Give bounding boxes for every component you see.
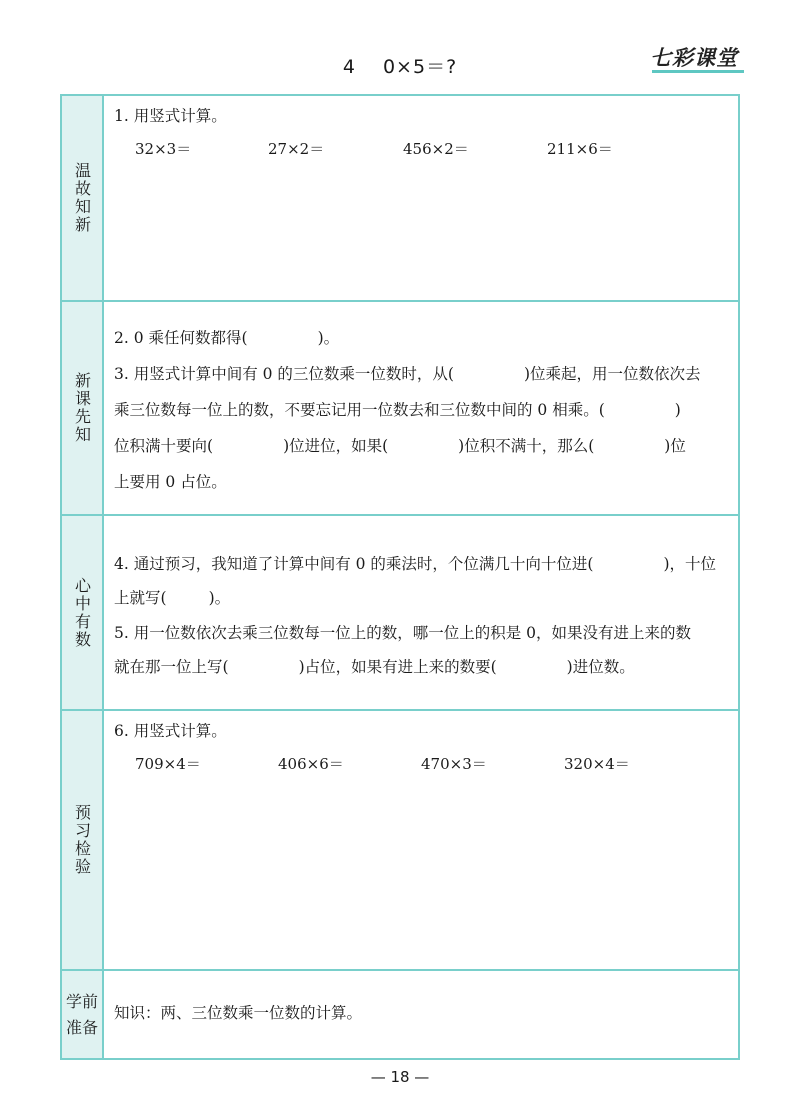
calc-item: 320×4＝ xyxy=(564,755,630,773)
section-label-cell xyxy=(62,96,104,300)
question-3-line-3: 位积满十要向( )位进位，如果( )位积不满十，那么( )位 xyxy=(114,437,686,455)
calc-item: 32×3＝ xyxy=(135,140,192,158)
section-label: 新课先知 xyxy=(72,372,92,444)
page-title: 4 0×5＝? xyxy=(342,56,458,78)
section-review xyxy=(62,96,738,302)
question-1: 1. 用竖式计算。 xyxy=(114,107,227,125)
page-number: — 18 — xyxy=(370,1068,430,1086)
brand-logo xyxy=(650,42,746,74)
calc-item: 406×6＝ xyxy=(278,755,344,773)
calc-item: 211×6＝ xyxy=(547,140,613,158)
section-preparation xyxy=(62,971,738,1058)
question-5-line-2: 就在那一位上写( )占位，如果有进上来的数要( )进位数。 xyxy=(114,658,635,676)
question-5-line-1: 5. 用一位数依次去乘三位数每一位上的数，哪一位上的积是 0，如果没有进上来的数 xyxy=(114,624,692,642)
question-3-line-1: 3. 用竖式计算中间有 0 的三位数乘一位数时，从( )位乘起，用一位数依次去 xyxy=(114,365,701,383)
section-label-cell xyxy=(62,302,104,514)
section-label: 心中有数 xyxy=(72,576,92,649)
section-label: 学前 准备 xyxy=(65,991,98,1037)
question-2: 2. 0 乘任何数都得( )。 xyxy=(114,329,340,347)
section-label-cell xyxy=(62,516,104,709)
section-content xyxy=(114,516,730,709)
section-preview xyxy=(62,302,738,516)
calc-item: 27×2＝ xyxy=(268,140,325,158)
section-content xyxy=(114,711,730,969)
brand-logo-text: 七彩课堂 xyxy=(650,46,738,70)
section-content xyxy=(114,971,730,1058)
question-4-line-2: 上就写( )。 xyxy=(114,589,231,607)
section-understanding xyxy=(62,516,738,711)
calc-item: 456×2＝ xyxy=(403,140,469,158)
section-label-cell xyxy=(62,971,104,1058)
question-3-line-4: 上要用 0 占位。 xyxy=(114,473,227,491)
calc-item: 470×3＝ xyxy=(421,755,487,773)
section-label: 预习检验 xyxy=(72,804,92,876)
section-content xyxy=(114,96,730,300)
worksheet-frame xyxy=(60,94,740,1060)
calc-item: 709×4＝ xyxy=(135,755,201,773)
brand-logo-underline xyxy=(652,70,744,73)
question-6: 6. 用竖式计算。 xyxy=(114,722,227,740)
question-3-line-2: 乘三位数每一位上的数，不要忘记用一位数去和三位数中间的 0 相乘。( ) xyxy=(114,401,681,419)
prerequisite-knowledge: 知识：两、三位数乘一位数的计算。 xyxy=(114,1004,363,1022)
section-content xyxy=(114,302,730,514)
section-label-cell xyxy=(62,711,104,969)
section-check xyxy=(62,711,738,971)
section-label: 温故知新 xyxy=(72,162,92,234)
question-4-line-1: 4. 通过预习，我知道了计算中间有 0 的乘法时，个位满几十向十位进( )，十位 xyxy=(114,555,717,573)
